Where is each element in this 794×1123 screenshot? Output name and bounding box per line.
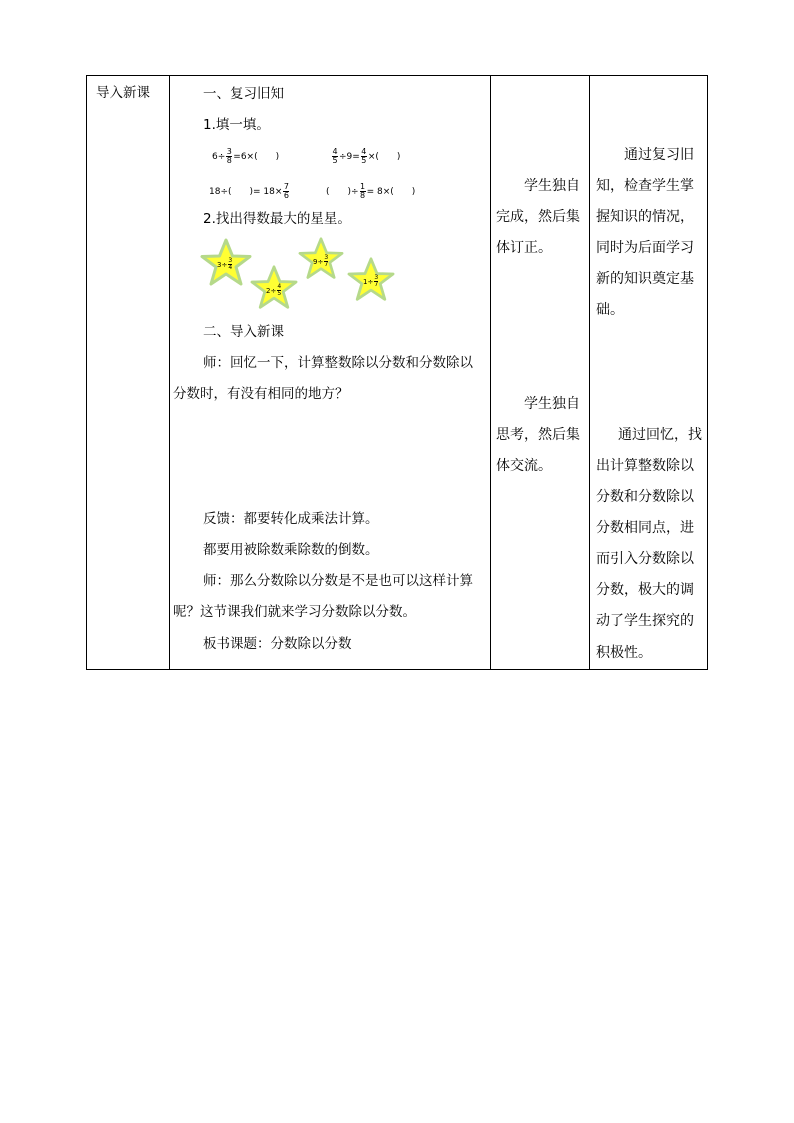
- q1-label: 1.填一填。: [203, 117, 270, 133]
- teacher-question-line1: 师：回忆一下，计算整数除以分数和分数除以: [203, 355, 473, 371]
- fraction: $\frac{3}{8}$: [226, 147, 232, 165]
- intent-block1-line3: 握知识的情况，: [596, 209, 694, 225]
- intent-block2-line6: 分数，极大的调: [596, 582, 694, 598]
- student-block2-line2: 思考，然后集: [496, 427, 580, 443]
- intent-block2-line4: 分数相同点，进: [596, 520, 694, 536]
- intent-block1-line2: 知，检查学生掌: [596, 178, 694, 194]
- intent-block1-line1: 通过复习旧: [624, 147, 694, 163]
- teacher-question2-line2: 呢？这节课我们就来学习分数除以分数。: [173, 604, 416, 620]
- star-label: 9÷ $\frac{3}{7}$: [313, 254, 329, 268]
- intent-block2-line7: 动了学生探究的: [596, 613, 694, 629]
- intent-block2-line3: 分数和分数除以: [596, 489, 694, 505]
- part2-heading: 二、导入新课: [203, 324, 284, 340]
- teacher-question2-line1: 师：那么分数除以分数是不是也可以这样计算: [203, 573, 473, 589]
- intent-block2-line1: 通过回忆，找: [618, 427, 702, 443]
- equation-3: 18÷( )= 18× $\frac{7}{6}$: [209, 182, 289, 200]
- intent-block2-line8: 积极性。: [596, 645, 652, 661]
- intent-block1-line4: 同时为后面学习: [596, 240, 694, 256]
- feedback-line1: 反馈：都要转化成乘法计算。: [203, 511, 379, 527]
- student-block1-line3: 体订正。: [496, 240, 552, 256]
- feedback-line2: 都要用被除数乘除数的倒数。: [203, 542, 379, 558]
- column-divider: [169, 76, 170, 669]
- section-label: 导入新课: [96, 85, 150, 101]
- equation-4: ( )÷ $\frac{1}{8}$ = 8×( ): [326, 182, 416, 200]
- student-block1-line1: 学生独自: [524, 178, 580, 194]
- star-label: 1÷ $\frac{3}{7}$: [363, 274, 379, 288]
- student-block2-line1: 学生独自: [524, 396, 580, 412]
- equation-2: $\frac{4}{5}$ ÷9= $\frac{4}{5}$ ×( ): [332, 147, 401, 165]
- q2-label: 2.找出得数最大的星星。: [203, 211, 351, 227]
- column-divider: [490, 76, 491, 669]
- fraction: $\frac{7}{6}$: [283, 182, 289, 200]
- student-block2-line3: 体交流。: [496, 458, 552, 474]
- equation-1: 6÷ $\frac{3}{8}$ =6×( ): [212, 147, 280, 165]
- column-divider: [589, 76, 590, 669]
- intent-block2-line2: 出计算整数除以: [596, 458, 694, 474]
- part1-heading: 一、复习旧知: [203, 86, 284, 102]
- fraction: $\frac{4}{5}$: [332, 147, 338, 165]
- star-label: 2÷ $\frac{4}{5}$: [266, 283, 282, 297]
- star-label: 3÷ $\frac{3}{4}$: [217, 257, 233, 271]
- fraction: $\frac{1}{8}$: [360, 182, 366, 200]
- student-block1-line2: 完成，然后集: [496, 209, 580, 225]
- intent-block1-line5: 新的知识奠定基: [596, 271, 694, 287]
- teacher-question-line2: 分数时，有没有相同的地方？: [173, 386, 349, 402]
- intent-block2-line5: 而引入分数除以: [596, 551, 694, 567]
- board-title: 板书课题：分数除以分数: [203, 636, 352, 652]
- fraction: $\frac{4}{5}$: [361, 147, 367, 165]
- intent-block1-line6: 础。: [596, 302, 624, 318]
